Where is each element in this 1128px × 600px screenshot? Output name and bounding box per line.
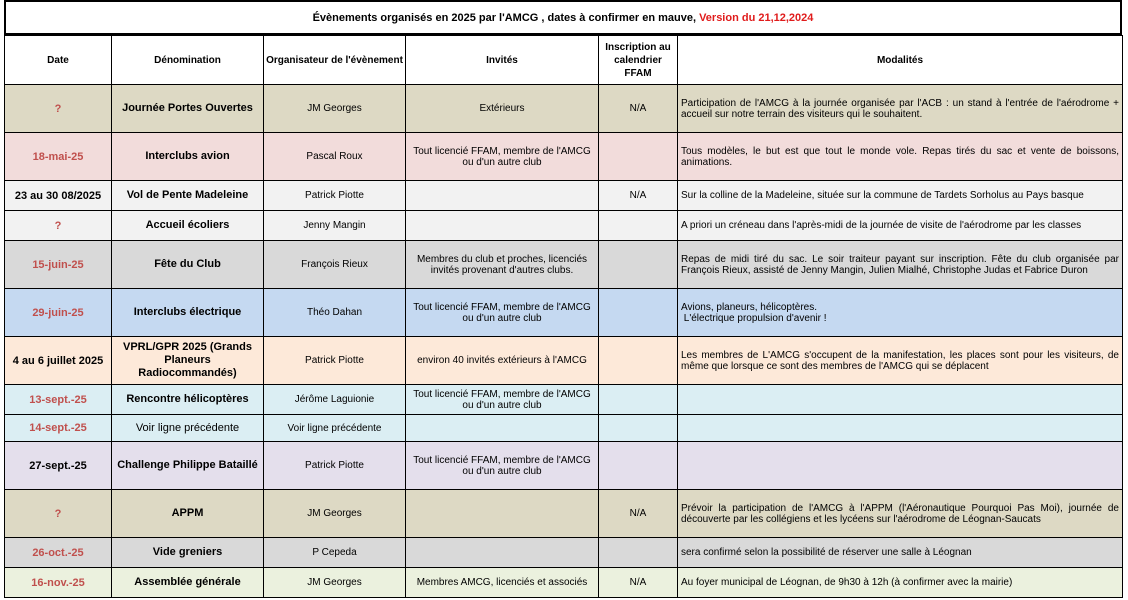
table-row (5, 241, 1123, 289)
table-row (5, 568, 1123, 598)
cell-modalities[interactable]: Prévoir la participation de l'AMCG à l'APPM (l'Aéronautique Pourquoi Pas Moi), journée de découverte par les collégiens et les lycéens sur l'aérodrome de Léognan-Saucats (678, 490, 1123, 538)
cell-modalities[interactable] (678, 289, 1123, 337)
cell-date[interactable]: 18-mai-25 (5, 133, 112, 181)
cell-name[interactable]: Interclubs électrique (112, 289, 264, 337)
cell-guests[interactable]: Tout licencié FFAM, membre de l'AMCG ou d'un autre club (406, 289, 599, 337)
cell-ffam[interactable] (599, 211, 678, 241)
sheet-title (4, 0, 1122, 35)
table-row (5, 415, 1123, 442)
cell-name[interactable]: Fête du Club (112, 241, 264, 289)
cell-ffam[interactable] (599, 289, 678, 337)
cell-guests[interactable]: Membres AMCG, licenciés et associés (406, 568, 599, 598)
cell-modalities[interactable]: sera confirmé selon la possibilité de réserver une salle à Léognan (678, 538, 1123, 568)
table-row (5, 538, 1123, 568)
cell-date[interactable]: 14-sept.-25 (5, 415, 112, 442)
cell-organizer[interactable]: JM Georges (264, 568, 406, 598)
cell-date[interactable]: 27-sept.-25 (5, 442, 112, 490)
title-main: Évènements organisés en 2025 par l'AMCG , dates à confirmer en mauve, (312, 11, 697, 24)
cell-modalities[interactable] (678, 442, 1123, 490)
modalities-line: L'électrique propulsion d'avenir ! (681, 312, 827, 324)
header-organizer[interactable]: Organisateur de l'évènement (264, 36, 406, 85)
cell-guests[interactable]: Tout licencié FFAM, membre de l'AMCG ou d'un autre club (406, 133, 599, 181)
cell-name[interactable]: Vol de Pente Madeleine (112, 181, 264, 211)
cell-date[interactable]: 15-juin-25 (5, 241, 112, 289)
table-row (5, 385, 1123, 415)
cell-modalities[interactable]: Tous modèles, le but est que tout le monde vole. Repas tirés du sac et vente de boissons, animations. (678, 133, 1123, 181)
cell-date[interactable]: 16-nov.-25 (5, 568, 112, 598)
table-row (5, 133, 1123, 181)
table-row (5, 490, 1123, 538)
cell-ffam[interactable]: N/A (599, 490, 678, 538)
cell-ffam[interactable] (599, 133, 678, 181)
cell-guests[interactable]: environ 40 invités extérieurs à l'AMCG (406, 337, 599, 385)
spreadsheet (4, 0, 1122, 598)
cell-ffam[interactable] (599, 337, 678, 385)
cell-organizer[interactable]: Voir ligne précédente (264, 415, 406, 442)
cell-ffam[interactable]: N/A (599, 85, 678, 133)
cell-guests[interactable] (406, 181, 599, 211)
cell-ffam[interactable] (599, 442, 678, 490)
header-name[interactable]: Dénomination (112, 36, 264, 85)
cell-ffam[interactable] (599, 241, 678, 289)
cell-modalities[interactable]: Sur la colline de la Madeleine, située sur la commune de Tardets Sorholus au Pays basque (678, 181, 1123, 211)
cell-name[interactable]: Journée Portes Ouvertes (112, 85, 264, 133)
cell-organizer[interactable]: François Rieux (264, 241, 406, 289)
cell-guests[interactable] (406, 211, 599, 241)
cell-ffam[interactable]: N/A (599, 181, 678, 211)
cell-name[interactable]: Interclubs avion (112, 133, 264, 181)
cell-date[interactable]: 23 au 30 08/2025 (5, 181, 112, 211)
cell-modalities[interactable]: Au foyer municipal de Léognan, de 9h30 à 12h (à confirmer avec la mairie) (678, 568, 1123, 598)
cell-date[interactable]: ? (5, 490, 112, 538)
cell-organizer[interactable]: Pascal Roux (264, 133, 406, 181)
header-ffam[interactable]: Inscription au calendrier FFAM (599, 36, 678, 85)
cell-guests[interactable]: Extérieurs (406, 85, 599, 133)
cell-organizer[interactable]: Patrick Piotte (264, 442, 406, 490)
cell-guests[interactable]: Membres du club et proches, licenciés invités provenant d'autres clubs. (406, 241, 599, 289)
title-version: Version du 21,12,2024 (699, 11, 814, 24)
cell-name[interactable]: Accueil écoliers (112, 211, 264, 241)
header-guests[interactable]: Invités (406, 36, 599, 85)
cell-ffam[interactable]: N/A (599, 568, 678, 598)
header-date[interactable]: Date (5, 36, 112, 85)
cell-organizer[interactable]: P Cepeda (264, 538, 406, 568)
cell-date[interactable]: 26-oct.-25 (5, 538, 112, 568)
cell-organizer[interactable]: JM Georges (264, 490, 406, 538)
header-row (5, 36, 1123, 85)
cell-ffam[interactable] (599, 415, 678, 442)
events-table (4, 35, 1123, 598)
table-row (5, 211, 1123, 241)
header-modalities[interactable]: Modalités (678, 36, 1123, 85)
cell-name[interactable]: Rencontre hélicoptères (112, 385, 264, 415)
cell-ffam[interactable] (599, 385, 678, 415)
table-row (5, 181, 1123, 211)
cell-organizer[interactable]: Jérôme Laguionie (264, 385, 406, 415)
cell-name[interactable]: Challenge Philippe Bataillé (112, 442, 264, 490)
cell-modalities[interactable]: A priori un créneau dans l'après-midi de la journée de visite de l'aérodrome par les classes (678, 211, 1123, 241)
cell-guests[interactable]: Tout licencié FFAM, membre de l'AMCG ou d'un autre club (406, 442, 599, 490)
cell-organizer[interactable]: Jenny Mangin (264, 211, 406, 241)
cell-modalities[interactable] (678, 385, 1123, 415)
cell-date[interactable]: ? (5, 211, 112, 241)
table-row (5, 289, 1123, 337)
modalities-line: Avions, planeurs, hélicoptères. (681, 301, 818, 313)
cell-guests[interactable] (406, 538, 599, 568)
table-row (5, 337, 1123, 385)
cell-modalities[interactable]: Participation de l'AMCG à la journée organisée par l'ACB : un stand à l'entrée de l'aérodrome + accueil sur notre terrain des visiteurs qui le souhaitent. (678, 85, 1123, 133)
cell-modalities[interactable]: Repas de midi tiré du sac. Le soir traiteur payant sur inscription. Fête du club organisée par François Rieux, assisté de Jenny Mangin, Julien Mialhé, Christophe Judas et Fabrice Duron (678, 241, 1123, 289)
table-row (5, 442, 1123, 490)
cell-guests[interactable] (406, 490, 599, 538)
cell-organizer[interactable]: Patrick Piotte (264, 181, 406, 211)
cell-name[interactable]: VPRL/GPR 2025 (Grands Planeurs Radiocommandés) (112, 337, 264, 385)
cell-date[interactable]: 4 au 6 juillet 2025 (5, 337, 112, 385)
cell-modalities[interactable] (678, 415, 1123, 442)
cell-guests[interactable] (406, 415, 599, 442)
cell-ffam[interactable] (599, 538, 678, 568)
cell-name[interactable]: Vide greniers (112, 538, 264, 568)
cell-date[interactable]: 29-juin-25 (5, 289, 112, 337)
cell-name[interactable]: Assemblée générale (112, 568, 264, 598)
cell-name[interactable]: APPM (112, 490, 264, 538)
cell-guests[interactable]: Tout licencié FFAM, membre de l'AMCG ou d'un autre club (406, 385, 599, 415)
table-row (5, 85, 1123, 133)
cell-date[interactable]: ? (5, 85, 112, 133)
cell-modalities[interactable]: Les membres de L'AMCG s'occupent de la manifestation, les places sont pour les visiteurs, de même que lorsque ce sont des membres de l'AMCG qui se déplacent (678, 337, 1123, 385)
cell-organizer[interactable]: Patrick Piotte (264, 337, 406, 385)
cell-organizer[interactable]: JM Georges (264, 85, 406, 133)
cell-name[interactable]: Voir ligne précédente (112, 415, 264, 442)
cell-date[interactable]: 13-sept.-25 (5, 385, 112, 415)
cell-organizer[interactable]: Théo Dahan (264, 289, 406, 337)
